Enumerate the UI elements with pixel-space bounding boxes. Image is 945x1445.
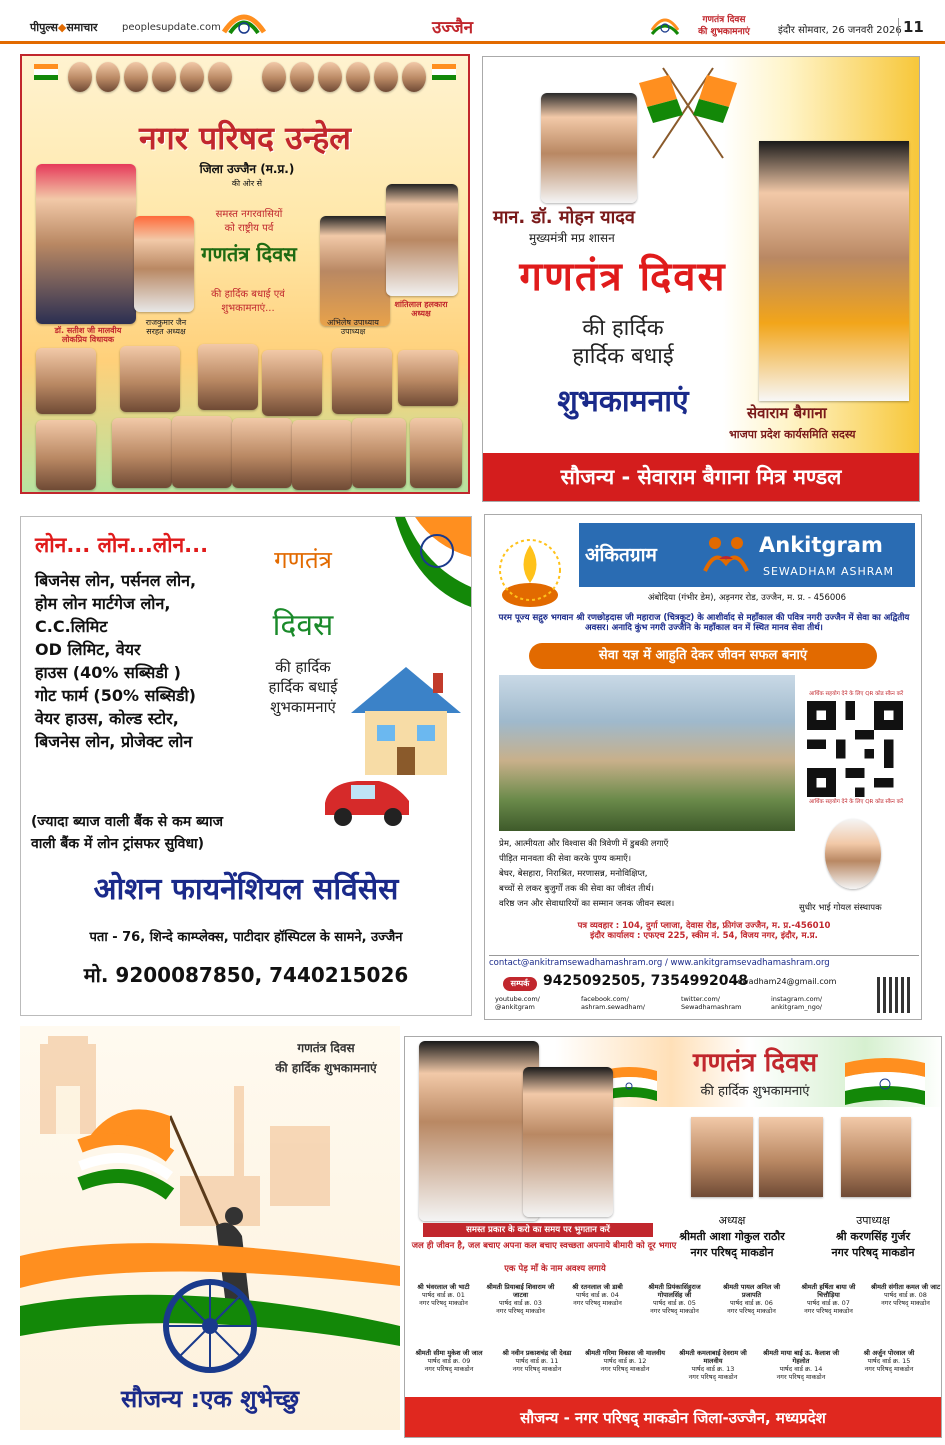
councillor-ward: पार्षद वार्ड क्र. 12 <box>603 1357 647 1365</box>
councillor-name: श्रीमती संगीता कमल जी जाट <box>870 1283 941 1291</box>
councillor-ward: पार्षद वार्ड क्र. 08 <box>884 1291 927 1299</box>
car-icon <box>317 763 417 833</box>
leader-photo <box>180 62 204 92</box>
councillor-card <box>759 1349 843 1381</box>
leader-photo <box>402 62 426 92</box>
ad1-title: नगर परिषद उन्हेल <box>139 119 351 157</box>
councillor-photo <box>232 418 292 488</box>
councillor-ward: पार्षद वार्ड क्र. 09 <box>427 1357 471 1365</box>
councillor-org: नगर परिषद् माकडोन <box>804 1307 853 1315</box>
councillor-ward: पार्षद वार्ड क्र. 06 <box>730 1299 773 1307</box>
councillor-photo <box>36 348 96 414</box>
small-qr-icon[interactable] <box>877 977 913 1013</box>
issue-date: इंदौर सोमवार, 26 जनवरी 2026 <box>778 25 902 36</box>
ad6-slogan-3: एक पेड़ माँ के नाम अवश्य लगाये <box>504 1264 606 1274</box>
councillor-card <box>869 1283 942 1307</box>
pres-role: अध्यक्ष <box>718 1214 746 1227</box>
ad3-line-4: OD लिमिट, वेयर <box>35 640 141 659</box>
councillor-card <box>495 1349 579 1373</box>
leader-photo <box>68 62 92 92</box>
p1-name: डॉ. सतीश जी मालवीय <box>54 326 122 335</box>
flag-ribbon-icon <box>375 517 471 607</box>
councillor-org: नगर परिषद् माकडोन <box>419 1299 468 1307</box>
ad4-instagram[interactable]: instagram.com/ ankitgram_ngo/ <box>771 995 823 1011</box>
ad2-line-3: शुभकामनाएं <box>557 384 689 419</box>
person-photo <box>386 184 458 296</box>
website-link[interactable]: peoplesupdate.com <box>122 22 221 33</box>
ad6-courtesy: सौजन्य - नगर परिषद् माकडोन जिला-उज्जैन, मध्यप्रदेश <box>405 1397 941 1438</box>
councillor-ward: पार्षद वार्ड क्र. 07 <box>807 1299 850 1307</box>
wavy-flag-icon <box>845 1057 925 1109</box>
brand-name-2: समाचार <box>66 21 98 34</box>
councillor-name: श्रीमती पायल अनिल जी प्रजापति <box>722 1283 781 1299</box>
brand-name: पीपुल्स <box>30 21 58 34</box>
vice-president-photo <box>841 1117 911 1197</box>
vp-role: उपाध्यक्ष <box>856 1214 890 1227</box>
founder-caption: सुधीर भाई गोयल संस्थापक <box>799 903 882 913</box>
councillor-ward: पार्षद वार्ड क्र. 05 <box>653 1299 696 1307</box>
councillor-photo <box>120 346 180 412</box>
ad3-line-6: गोट फार्म (50% सब्सिडी) <box>35 686 196 705</box>
sevaram-photo <box>759 141 909 401</box>
ad2-big-title: गणतंत्र दिवस <box>519 254 727 300</box>
councillor-photo <box>759 1117 823 1197</box>
ad3-line-2: होम लोन मार्टगेज लोन, <box>35 594 171 613</box>
ad2-courtesy: सौजन्य - सेवाराम बैगाना मित्र मण्डल <box>483 453 919 501</box>
ad3-heading: लोन... लोन...लोन... <box>35 533 209 557</box>
councillor-photo <box>398 350 458 406</box>
ad4-intro: परम पूज्य सद्गुरु भगवान श्री रणछोड़दास जी महाराज (चित्रकूट) के आशीर्वाद से महाँकाल की पवित्र नगरी उज्जैन में सेवा का अद्वितीय अवसर। अनादि कुंभ नगरी उज्जैनि के महाँकाल वन में स्थित मानव सेवा तीर्थ। <box>498 613 910 633</box>
ad4-twitter[interactable]: twitter.com/ Sewadhamashram <box>681 995 742 1011</box>
flag-icon <box>34 64 58 80</box>
councillor-photo <box>332 348 392 414</box>
councillor-name: श्री भंवरलाल जी भाटी <box>417 1283 470 1291</box>
sevaram-role: भाजपा प्रदेश कार्यसमिति सदस्य <box>729 428 856 441</box>
ad6-title: गणतंत्र दिवस <box>692 1048 818 1078</box>
ad-ek-shubhechchhu <box>20 1026 400 1430</box>
councillor-name: श्रीमती सीमा मुकेश जी जाल <box>415 1349 483 1357</box>
leader-photo <box>419 1041 539 1221</box>
page-header: पीपुल्स◆समाचार peoplesupdate.com उज्जैन गणतंत्र दिवस की शुभकामनाएं इंदौर सोमवार, 26 जनवरी 2026 11 <box>0 0 945 44</box>
ad2-line-2: हार्दिक बधाई <box>572 344 674 369</box>
councillor-ward: पार्षद वार्ड क्र. 03 <box>499 1299 542 1307</box>
ad1-from: की ओर से <box>231 179 263 188</box>
councillor-org: नगर परिषद् माकडोन <box>881 1299 930 1307</box>
leader-photo <box>262 62 286 92</box>
p4-role: अध्यक्ष <box>411 309 431 318</box>
councillor-card <box>715 1283 788 1315</box>
ad3-line-5: हाउस (40% सब्सिडी ) <box>35 663 181 682</box>
india-gate-flag-illustration <box>20 1026 400 1430</box>
councillor-photo <box>36 420 96 490</box>
ad5-line-1: गणतंत्र दिवस <box>297 1041 355 1055</box>
ad1-district: जिला उज्जैन (म.प्र.) <box>199 162 295 176</box>
councillor-name: श्रीमती माया बाई ऊ. कैलाश जी गेहलोत <box>762 1349 840 1365</box>
ad3-line-3: C.C.लिमिट <box>35 617 108 636</box>
leader-photo <box>152 62 176 92</box>
ad1-msg-2: को राष्ट्रीय पर्व <box>224 223 274 234</box>
councillor-name: श्रीमती प्रियंकासिंहुराज गोपालसिंह जी <box>648 1283 701 1299</box>
chakra-icon <box>650 10 680 38</box>
ad3-line-8: बिजनेस लोन, प्रोजेक्ट लोन <box>35 732 193 751</box>
ad2-line-1: की हार्दिक <box>582 316 664 341</box>
ad-sevaram-baigana <box>482 56 920 502</box>
leader-photo <box>208 62 232 92</box>
p2-role: सरहत अध्यक्ष <box>146 327 186 336</box>
ad4-banner: सेवा यज्ञ में आहुति देकर जीवन सफल बनाएं <box>529 643 877 669</box>
ad3-g2: दिवस <box>272 608 334 643</box>
ad3-address: पता - 76, शिन्दे काम्प्लेक्स, पाटीदार हॉस्पिटल के सामने, उज्जैन <box>89 930 403 945</box>
councillor-name: श्रीमती हर्षिता बाया जी चित्तौड़िया <box>801 1283 856 1299</box>
ad3-g3: की हार्दिक <box>275 658 331 676</box>
councillor-name: श्री नवीन प्रकाशचंद्र जी देवडा <box>502 1349 572 1357</box>
councillor-org: नगर परिषद् माकडोन <box>688 1373 738 1381</box>
ad6-slogan-2: जल ही जीवन है, जल बचाए अपना कल बचाए स्वच्छता अपनाये बीमारी को दूर भगाए <box>411 1241 677 1251</box>
ad3-company: ओशन फायनेंशियल सर्विसेस <box>93 872 399 907</box>
ad4-address: अंबोदिया (गंभीर डेम), अड़नगर रोड, उज्जैन, म. प्र. - 456006 <box>647 593 847 603</box>
p4-name: शांतिलाल हलकारा <box>394 300 448 309</box>
ashram-photo <box>499 675 795 831</box>
cm-role: मुख्यमंत्री मप्र शासन <box>529 231 615 245</box>
mla-photo <box>36 164 136 324</box>
qr-caption-bottom: आर्थिक सहयोग देने के लिए QR कोड स्कैन करें <box>808 799 904 805</box>
person-photo <box>134 216 194 312</box>
ad4-p1: प्रेम, आत्मीयता और विश्वास की त्रिवेणी में डुबकी लगाएँ <box>499 839 669 849</box>
lamp-logo-icon <box>495 535 565 615</box>
ad5-line-2: की हार्दिक शुभकामनाएं <box>275 1061 377 1075</box>
councillor-photo <box>172 416 232 488</box>
councillor-ward: पार्षद वार्ड क्र. 01 <box>422 1291 465 1299</box>
leader-photo <box>124 62 148 92</box>
ad3-line-7: वेयर हाउस, कोल्ड स्टोर, <box>35 709 179 728</box>
councillor-card <box>792 1283 865 1315</box>
qr-code-icon[interactable] <box>805 701 905 797</box>
ad-ankitgram <box>484 514 922 1020</box>
leader-photo <box>346 62 370 92</box>
ankitgram-hindi: अंकितग्राम <box>585 544 657 566</box>
councillor-name: श्रीमती कमलाबाई देवराम जी मालवीय <box>679 1349 747 1365</box>
councillor-card <box>638 1283 711 1315</box>
page-number: 11 <box>898 18 924 36</box>
ad4-p3: बेघर, बेसहारा, निराश्रित, मरणासन्न, मनोविक्षिप्त, <box>499 869 648 879</box>
councillor-org: नगर परिषद् माकडोन <box>496 1307 545 1315</box>
ad4-facebook[interactable]: facebook.com/ ashram.sewadham/ <box>581 995 645 1011</box>
councillor-photo <box>112 418 172 488</box>
pres-name: श्रीमती आशा गोकुल राठौर <box>679 1230 785 1243</box>
header-greeting-2: की शुभकामनाएं <box>698 27 750 37</box>
ad3-g5: शुभकामनाएं <box>270 698 336 716</box>
councillor-name: श्री अर्जुन पोरवाल जी <box>863 1349 915 1357</box>
councillor-name: श्रीमती प्रियाबाई शिवाराम जी जाटवा <box>486 1283 555 1299</box>
p3-role: उपाध्यक्ष <box>340 327 366 336</box>
councillor-card <box>407 1349 491 1373</box>
pres-org: नगर परिषद् माकडोन <box>690 1246 774 1259</box>
ad1-msg-5: शुभकामनाएं... <box>221 303 275 314</box>
councillor-card <box>583 1349 667 1373</box>
councillor-org: नगर परिषद् माकडोन <box>424 1365 474 1373</box>
leader-photo <box>374 62 398 92</box>
councillor-ward: पार्षद वार्ड क्र. 15 <box>867 1357 911 1365</box>
councillor-org: नगर परिषद् माकडोन <box>573 1299 622 1307</box>
ad3-line-9: (ज्यादा ब्याज वाली बैंक से कम ब्याज <box>31 814 223 830</box>
header-greeting-1: गणतंत्र दिवस <box>702 15 746 25</box>
leader-photo <box>318 62 342 92</box>
vp-org: नगर परिषद् माकडोन <box>831 1246 915 1259</box>
qr-caption-top: आर्थिक सहयोग देने के लिए QR कोड स्कैन करें <box>808 691 904 697</box>
ankitgram-english: Ankitgram <box>759 533 883 557</box>
councillor-card <box>407 1283 480 1307</box>
cm-name: मान. डॉ. मोहन यादव <box>493 207 635 228</box>
ad5-courtesy: सौजन्य :एक शुभेच्छु <box>120 1385 300 1413</box>
ad4-phones[interactable]: 9425092505, 7354992048 <box>543 973 749 989</box>
president-photo <box>691 1117 753 1197</box>
ad4-youtube[interactable]: youtube.com/ @ankitgram <box>495 995 540 1011</box>
councillor-card <box>484 1283 557 1315</box>
ad-ocean-financial <box>20 516 472 1016</box>
councillor-card <box>847 1349 931 1373</box>
ad3-line-1: बिजनेस लोन, पर्सनल लोन, <box>35 571 197 590</box>
leader-photo <box>523 1067 613 1217</box>
p1-role: लोकप्रिय विधायक <box>62 335 114 344</box>
ad3-line-10: वाली बैंक में लोन ट्रांसफर सुविधा) <box>31 836 205 852</box>
councillor-org: नगर परिषद् माकडोन <box>776 1373 826 1381</box>
ad4-email-web[interactable]: contact@ankitramsewadhamashram.org / www.ankitgramsevadhamashram.org <box>489 955 919 968</box>
city-title: उज्जैन <box>432 18 474 38</box>
councillor-ward: पार्षद वार्ड क्र. 04 <box>576 1291 619 1299</box>
councillor-org: नगर परिषद् माकडोन <box>864 1365 914 1373</box>
councillor-photo <box>292 420 352 490</box>
councillor-org: नगर परिषद् माकडोन <box>600 1365 650 1373</box>
councillor-photo <box>198 344 258 410</box>
councillor-org: नगर परिषद् माकडोन <box>512 1365 562 1373</box>
ankitgram-banner <box>579 523 915 587</box>
ad4-addr-2: इंदौर कार्यालय : एफएच 225, स्कीम नं. 54, विजय नगर, इंदौर, म.प्र. <box>590 931 818 941</box>
p3-name: अभिलेष उपाध्याय <box>327 318 379 327</box>
sevaram-name: सेवाराम बैगाना <box>747 404 827 422</box>
contact-label: सम्पर्क <box>503 977 537 991</box>
councillor-card <box>561 1283 634 1307</box>
ad3-g1: गणतंत्र <box>274 546 332 574</box>
leader-photo <box>96 62 120 92</box>
councillor-name: श्री रतनलाल जी डाबी <box>572 1283 623 1291</box>
councillor-ward: पार्षद वार्ड क्र. 14 <box>779 1365 823 1373</box>
tricolor-emblem-icon <box>220 6 268 36</box>
ad4-gmail[interactable]: sewadham24@gmail.com <box>733 977 837 986</box>
cm-photo <box>541 93 637 203</box>
ad4-addr-1: पत्र व्यवहार : 104, दुर्गा प्लाजा, देवास रोड, फ्रीगंज उज्जैन, म. प्र.-456010 <box>577 921 831 931</box>
flag-icon <box>432 64 456 80</box>
ad-nagar-parishad-unhel <box>20 54 470 494</box>
ad4-p4: बच्चों से लकर बुजुर्गों तक की सेवा का जीवंत तीर्थ। <box>499 884 654 894</box>
councillor-photo <box>352 418 406 488</box>
ankitgram-sub: SEWADHAM ASHRAM <box>763 565 894 578</box>
ad1-msg-4: की हार्दिक बधाई एवं <box>211 289 285 300</box>
councillor-org: नगर परिषद् माकडोन <box>727 1307 776 1315</box>
ad4-p2: पीड़ित मानवता की सेवा करके पुण्य कमाएँ। <box>499 854 632 864</box>
people-logo-icon <box>701 533 751 573</box>
ad3-phone[interactable]: मो. 9200087850, 7440215026 <box>83 963 409 987</box>
ad6-slogan-1: समस्त प्रकार के करो का समय पर भुगतान करें <box>423 1223 653 1237</box>
ad6-subtitle: की हार्दिक शुभकामनाएं <box>700 1084 810 1099</box>
councillor-name: श्रीमती गरिमा विकास जी मालवीय <box>584 1349 666 1357</box>
councillor-ward: पार्षद वार्ड क्र. 11 <box>515 1357 559 1365</box>
p2-name: राजकुमार जैन <box>145 318 187 327</box>
ad-nagar-parishad-makdon <box>404 1036 942 1438</box>
leader-photo <box>290 62 314 92</box>
councillor-card <box>671 1349 755 1381</box>
vp-name: श्री करणसिंह गुर्जर <box>835 1230 911 1243</box>
councillor-grid <box>405 1263 942 1393</box>
ad3-g4: हार्दिक बधाई <box>268 678 338 696</box>
ad1-msg-1: समस्त नगरवासियों <box>215 209 283 220</box>
founder-photo <box>825 819 881 889</box>
councillor-photo <box>262 350 322 416</box>
ad4-p5: वरिष्ठ जन और सेवाधारियों का सम्मान जनक जीवन स्थल। <box>499 899 675 909</box>
crossed-flags-icon <box>633 63 743 163</box>
councillor-photo <box>410 418 462 488</box>
ad1-msg-3: गणतंत्र दिवस <box>201 242 297 266</box>
councillor-ward: पार्षद वार्ड क्र. 13 <box>691 1365 735 1373</box>
councillor-org: नगर परिषद् माकडोन <box>650 1307 699 1315</box>
